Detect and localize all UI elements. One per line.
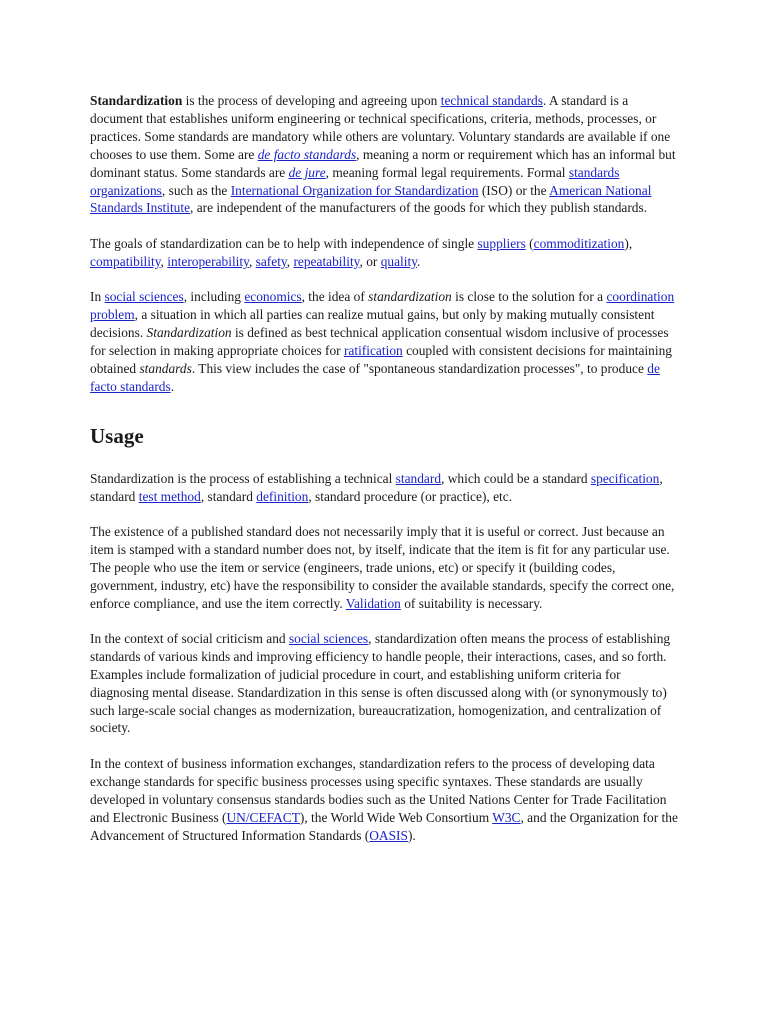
text-run: , standard [200, 488, 257, 504]
usage-heading: Usage [90, 423, 144, 448]
text-run: , [248, 253, 256, 269]
link-coordination-problem[interactable]: coordination problem [90, 289, 675, 323]
text-run: , including [183, 289, 245, 305]
text-run: is defined as best technical application consentual wisdom inclusive of processes for selection in making appropriate choices for [90, 324, 669, 358]
link-commoditization[interactable]: commoditization [533, 235, 625, 251]
link-economics[interactable]: economics [244, 289, 302, 305]
link-suppliers[interactable]: suppliers [477, 235, 526, 251]
link-standards-organizations[interactable]: standards organizations [90, 164, 620, 198]
link-safety[interactable]: safety [255, 253, 287, 269]
link-social-sciences[interactable]: social sciences [288, 630, 369, 646]
text-run: , standardization often means the process of establishing standards of various kinds and improving efficiency to handle people, their interactions, cases, and so forth. Examples include formalization of judicial procedure in court, and establishing uniform criteria for diagnosing mental disease. Standardization in this sense is often discussed along with (or synonymously to) such large-scale social changes as modernization, bureaucratization, homogenization, and centralization of society. [90, 630, 671, 736]
text-run: ), the World Wide Web Consortium [299, 809, 493, 825]
link-american-national-standards-institute[interactable]: American National Standards Institute [90, 182, 652, 216]
text-run: , are independent of the manufacturers of the goods for which they publish standards. [190, 200, 648, 216]
usage-paragraph-1 [90, 470, 682, 506]
intro-paragraph-3 [90, 288, 682, 395]
text-run: In [90, 289, 105, 305]
link-de-jure[interactable]: de jure [288, 164, 326, 180]
text-run: , [160, 253, 168, 269]
link-international-organization-for-standardization[interactable]: International Organization for Standardization [230, 182, 479, 198]
link-de-facto-standards[interactable]: de facto standards [90, 360, 660, 394]
link-w3c[interactable]: W3C [492, 809, 521, 825]
link-test-method[interactable]: test method [138, 488, 201, 504]
text-run: of suitability is necessary. [400, 595, 543, 611]
text-run: , such as the [161, 182, 231, 198]
link-un-cefact[interactable]: UN/CEFACT [226, 809, 300, 825]
text-run: , meaning formal legal requirements. Formal [325, 164, 569, 180]
text-run: (ISO) or the [478, 182, 550, 198]
link-specification[interactable]: specification [590, 470, 660, 486]
intro-paragraph-1 [90, 92, 682, 217]
text-run: , meaning a norm or requirement which has an informal but dominant status. Some standards are [90, 146, 676, 180]
link-technical-standards[interactable]: technical standards [440, 93, 543, 108]
text-run: The goals of standardization can be to help with independence of single [90, 235, 478, 251]
link-social-sciences[interactable]: social sciences [104, 289, 184, 305]
text-run: , [286, 253, 294, 269]
text-run: , standard procedure (or practice), etc. [308, 488, 513, 504]
link-repeatability[interactable]: repeatability [293, 253, 360, 269]
text-run: coupled with consistent decisions for maintaining obtained [90, 342, 672, 376]
text-run: , which could be a standard [441, 470, 591, 486]
link-oasis[interactable]: OASIS [369, 827, 408, 843]
link-interoperability[interactable]: interoperability [167, 253, 249, 269]
text-run: ( [525, 235, 534, 251]
link-validation[interactable]: Validation [345, 595, 401, 611]
term-standards: standards [139, 360, 192, 376]
link-compatibility[interactable]: compatibility [90, 253, 161, 269]
text-run: . [417, 253, 421, 269]
text-run: is close to the solution for a [451, 289, 607, 305]
usage-paragraph-2 [90, 523, 682, 613]
usage-paragraph-4 [90, 755, 682, 845]
text-run: ). [407, 827, 416, 843]
text-run: , the idea of [301, 289, 369, 305]
link-standard[interactable]: standard [395, 470, 442, 486]
text-run: . A standard is a document that establishes uniform engineering or technical specifications, criteria, methods, processes, or practices. Some standards are mandatory while others are voluntary. Voluntary standards are available if one chooses to use them. Some are [90, 93, 671, 162]
link-ratification[interactable]: ratification [343, 342, 403, 358]
document-page [90, 92, 682, 862]
text-run: , standard [90, 470, 663, 504]
link-definition[interactable]: definition [256, 488, 309, 504]
text-run: The existence of a published standard does not necessarily imply that it is useful or correct. Just because an item is stamped with a standard number does not, by itself, indicate that the item is fit for any particular use. The people who use the item or service (engineers, trade unions, etc) or specify it (building codes, government, industry, etc) have the responsibility to consider the available standards, specify the correct one, enforce compliance, and use the item correctly. [90, 523, 675, 611]
text-run: Standardization is the process of establishing a technical [90, 470, 396, 486]
text-run: . This view includes the case of "spontaneous standardization processes", to produce [191, 360, 648, 376]
term-standardization: Standardization [90, 93, 183, 108]
intro-paragraph-2 [90, 235, 682, 271]
text-run: , a situation in which all parties can realize mutual gains, but only by making mutually consistent decisions. [90, 307, 655, 340]
text-run: . [170, 378, 175, 394]
text-run: , or [359, 253, 381, 269]
text-run: ), [624, 235, 633, 251]
text-run: In the context of social criticism and [90, 630, 289, 646]
text-run: is the process of developing and agreeing upon [182, 93, 441, 108]
link-de-facto-standards[interactable]: de facto standards [257, 146, 357, 162]
text-run: , and the Organization for the Advancement of Structured Information Standards ( [90, 809, 678, 843]
term-standardization: standardization [368, 289, 452, 305]
term-standardization: Standardization [146, 324, 232, 340]
text-run: In the context of business information exchanges, standardization refers to the process of developing data exchange standards for specific business processes using specific syntaxes. These standards are usually developed in voluntary consensus standards bodies such as the United Nations Center for Trade Facilitation and Electronic Business ( [90, 755, 667, 825]
link-quality[interactable]: quality [380, 253, 418, 269]
usage-paragraph-3 [90, 630, 682, 737]
